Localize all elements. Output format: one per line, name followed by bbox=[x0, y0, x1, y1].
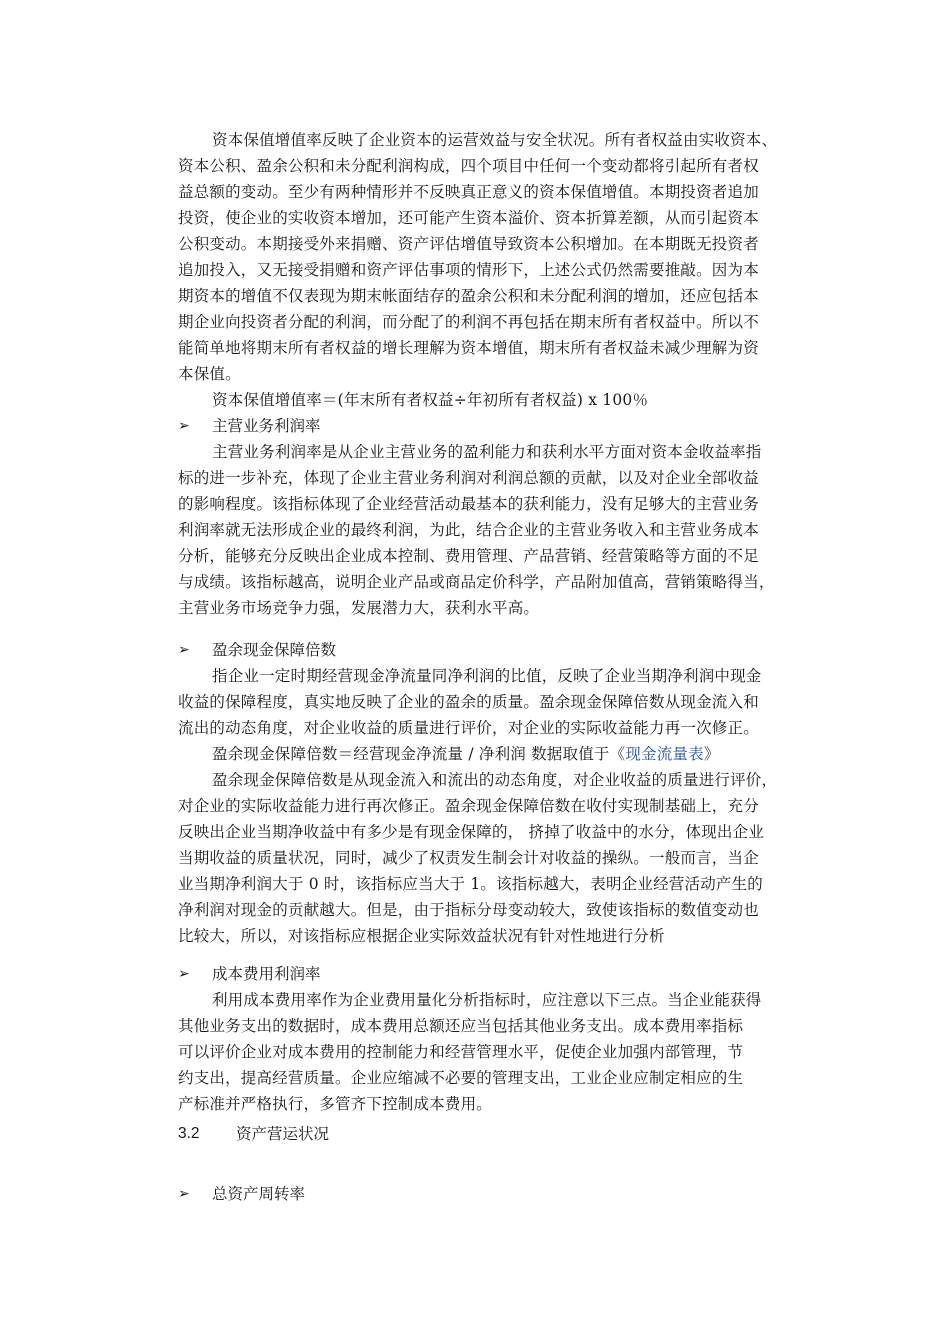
formula-capital-preservation: 资本保值增值率＝(年末所有者权益÷年初所有者权益) x 100％ bbox=[212, 391, 649, 409]
heading-main-business-profit: 主营业务利润率 bbox=[212, 417, 321, 435]
text-line: 流出的动态角度，对企业收益的质量进行评价，对企业的实际收益能力再一次修正。 bbox=[178, 719, 759, 737]
text-line: 收益的保障程度，真实地反映了企业的盈余的质量。盈余现金保障倍数从现金流入和 bbox=[178, 693, 759, 711]
heading-total-asset-turnover: 总资产周转率 bbox=[212, 1185, 306, 1203]
text-line: 产标准并严格执行，多管齐下控制成本费用。 bbox=[178, 1095, 493, 1113]
bullet-arrow-icon: ➢ bbox=[178, 418, 190, 434]
text-line: 约支出，提高经营质量。企业应缩减不必要的管理支出，工业企业应制定相应的生 bbox=[178, 1069, 744, 1087]
text-line: 期资本的增值不仅表现为期末帐面结存的盈余公积和未分配利润的增加，还应包括本 bbox=[178, 287, 759, 305]
text-line: 利润率就无法形成企业的最终利润，为此，结合企业的主营业务收入和主营业务成本 bbox=[178, 521, 759, 539]
text-line: 可以评价企业对成本费用的控制能力和经营管理水平，促使企业加强内部管理，节 bbox=[178, 1043, 744, 1061]
text-line: 益总额的变动。至少有两种情形并不反映真正意义的资本保值增值。本期投资者追加 bbox=[178, 183, 759, 201]
text-line: 分析，能够充分反映出企业成本控制、费用管理、产品营销、经营策略等方面的不足 bbox=[178, 547, 759, 565]
text-line: 的影响程度。该指标体现了企业经营活动最基本的获利能力，没有足够大的主营业务 bbox=[178, 495, 759, 513]
heading-surplus-cash-coverage: 盈余现金保障倍数 bbox=[212, 641, 337, 659]
text-line: 其他业务支出的数据时，成本费用总额还应当包括其他业务支出。成本费用率指标 bbox=[178, 1017, 744, 1035]
text-line: 能简单地将期末所有者权益的增长理解为资本增值，期末所有者权益未减少理解为资 bbox=[178, 339, 759, 357]
text-line: 公积变动。本期接受外来捐赠、资产评估增值导致资本公积增加。在本期既无投资者 bbox=[178, 235, 759, 253]
bullet-arrow-icon: ➢ bbox=[178, 642, 190, 658]
text-line: 追加投入，又无接受捐赠和资产评估事项的情形下，上述公式仍然需要推敲。因为本 bbox=[178, 261, 759, 279]
text-line: 主营业务利润率是从企业主营业务的盈利能力和获利水平方面对资本金收益率指 bbox=[212, 443, 762, 461]
text-line: 比较大，所以，对该指标应根据企业实际效益状况有针对性地进行分析 bbox=[178, 927, 665, 945]
text-line: 与成绩。该指标越高，说明企业产品或商品定价科学，产品附加值高，营销策略得当， bbox=[178, 573, 775, 591]
formula-text: 盈余现金保障倍数＝经营现金净流量 / 净利润 数据取值于《 bbox=[212, 745, 626, 763]
text-line: 反映出企业当期净收益中有多少是有现金保障的， 挤掉了收益中的水分，体现出企业 bbox=[178, 823, 765, 841]
text-line: 期企业向投资者分配的利润，而分配了的利润不再包括在期末所有者权益中。所以不 bbox=[178, 313, 759, 331]
text-line: 主营业务市场竞争力强，发展潜力大，获利水平高。 bbox=[178, 599, 540, 617]
text-line: 盈余现金保障倍数是从现金流入和流出的动态角度，对企业收益的质量进行评价， bbox=[212, 771, 778, 789]
text-line: 指企业一定时期经营现金净流量同净利润的比值，反映了企业当期净利润中现金 bbox=[212, 667, 762, 685]
text-line: 对企业的实际收益能力进行再次修正。盈余现金保障倍数在收付实现制基础上，充分 bbox=[178, 797, 759, 815]
text-line: 业当期净利润大于 0 时，该指标应当大于 1。该指标越大，表明企业经营活动产生的 bbox=[178, 875, 764, 893]
text-line: 标的进一步补充，体现了企业主营业务利润对利润总额的贡献，以及对企业全部收益 bbox=[178, 469, 759, 487]
formula-surplus-cash-coverage bbox=[212, 741, 852, 767]
text-line: 本保值。 bbox=[178, 365, 241, 383]
bullet-arrow-icon: ➢ bbox=[178, 966, 190, 982]
text-line: 当期收益的质量状况，同时，减少了权责发生制会计对收益的操纵。一般而言，当企 bbox=[178, 849, 759, 867]
formula-text: 》 bbox=[703, 745, 720, 763]
heading-cost-profit-margin: 成本费用利润率 bbox=[212, 965, 321, 983]
cash-flow-statement-link[interactable]: 现金流量表 bbox=[625, 745, 704, 763]
text-line: 利用成本费用率作为企业费用量化分析指标时，应注意以下三点。当企业能获得 bbox=[212, 991, 762, 1009]
section-number: 3.2 bbox=[178, 1125, 200, 1142]
bullet-arrow-icon: ➢ bbox=[178, 1186, 190, 1202]
text-line: 净利润对现金的贡献越大。但是，由于指标分母变动较大，致使该指标的数值变动也 bbox=[178, 901, 759, 919]
text-line: 投资，使企业的实收资本增加，还可能产生资本溢价、资本折算差额，从而引起资本 bbox=[178, 209, 759, 227]
text-line: 资本保值增值率反映了企业资本的运营效益与安全状况。所有者权益由实收资本、 bbox=[212, 131, 778, 149]
section-title: 资产营运状况 bbox=[236, 1125, 330, 1143]
text-line: 资本公积、盈余公积和未分配利润构成，四个项目中任何一个变动都将引起所有者权 bbox=[178, 157, 759, 175]
